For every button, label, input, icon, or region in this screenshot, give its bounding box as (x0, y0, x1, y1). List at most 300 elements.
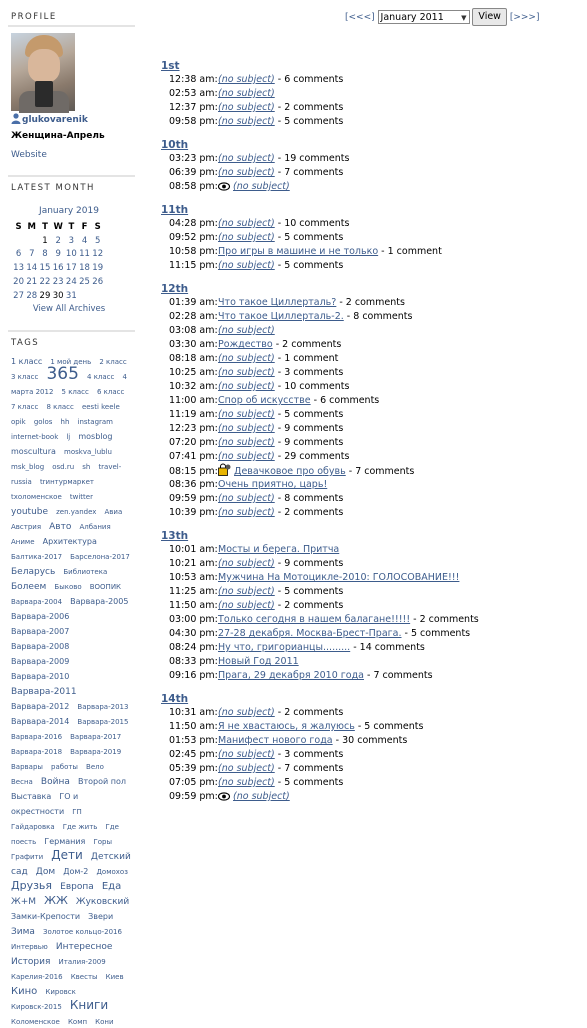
entry-title-link[interactable]: (no subject) (218, 218, 275, 229)
entry-row (161, 259, 581, 273)
tag-link[interactable]: Беларусь (11, 567, 56, 577)
day-heading[interactable]: 13th (161, 530, 189, 542)
tag-link[interactable]: Варвара-2006 (11, 612, 70, 621)
entry-comments[interactable]: - 3 comments (274, 749, 344, 760)
tag-link[interactable]: Германия (44, 837, 86, 846)
entry-row (161, 599, 581, 613)
entry-row (161, 627, 581, 641)
entry-title-link[interactable]: (no subject) (218, 325, 275, 336)
entry-comments[interactable]: - 6 comments (310, 395, 380, 406)
entry-title-link[interactable]: (no subject) (218, 507, 275, 518)
entry-comments[interactable]: - 10 comments (274, 218, 350, 229)
entry-comments[interactable]: - 6 comments (274, 74, 344, 85)
entry-row (161, 366, 581, 380)
entry-comments[interactable]: - 7 comments (274, 167, 344, 178)
tag-link[interactable]: Интервью (11, 943, 48, 951)
entry-row (161, 762, 581, 776)
entry-title-link[interactable]: (no subject) (218, 586, 275, 597)
tag-link[interactable]: Дом (35, 867, 56, 877)
entry-row (161, 464, 581, 478)
entry-row (161, 669, 581, 683)
entry-title-link[interactable]: Манифест нового года (218, 735, 333, 746)
calendar-day[interactable]: 23 (52, 277, 64, 288)
tag-link[interactable]: Друзья (11, 879, 53, 892)
entry-row (161, 478, 581, 492)
tag-link[interactable]: Варвара-2005 (70, 597, 129, 606)
tag-link[interactable]: Кино (11, 986, 38, 997)
tag-link[interactable]: lj (66, 433, 71, 441)
tag-link[interactable]: 8 класс (46, 403, 74, 411)
entry-comments[interactable]: - 29 comments (274, 451, 350, 462)
tag-link[interactable]: Варвары (11, 763, 43, 771)
calendar-day[interactable]: 19 (92, 263, 104, 274)
tag-link[interactable]: Война (40, 777, 70, 787)
tag-link[interactable]: Вело (86, 763, 104, 771)
tag-link[interactable]: Еда (101, 881, 122, 892)
tag-link[interactable]: Аниме (11, 538, 35, 546)
tag-link[interactable]: История (11, 957, 51, 967)
entry-title-link[interactable]: (no subject) (218, 777, 275, 788)
tag-link[interactable]: Весна (11, 778, 33, 786)
entries-list (161, 59, 581, 804)
username-row (11, 113, 88, 125)
tag-link[interactable]: internet-book (11, 433, 59, 441)
tag-link[interactable]: Жуковский (75, 897, 130, 907)
calendar-day[interactable]: 16 (52, 263, 64, 274)
calendar-day[interactable]: 15 (39, 263, 51, 274)
entry-comments[interactable]: - 5 comments (274, 260, 344, 271)
calendar-day[interactable]: 3 (68, 235, 75, 246)
prev-month-link[interactable]: [<<<] (345, 12, 375, 23)
tag-link[interactable]: mosblog (78, 432, 113, 441)
entry-title-link[interactable]: (no subject) (218, 437, 275, 448)
entry-time: 10:58 pm: (169, 246, 218, 257)
entry-row (161, 324, 581, 338)
entry-title-link[interactable]: (no subject) (218, 749, 275, 760)
calendar-day[interactable]: 31 (65, 290, 77, 301)
tag-link[interactable]: Варвара-2008 (11, 642, 70, 651)
calendar-day[interactable]: 8 (42, 249, 48, 260)
tag-link[interactable]: Гайдаровка (11, 823, 55, 831)
tag-link[interactable]: Варвара-2015 (77, 718, 129, 726)
tag-link[interactable]: Детский сад (11, 852, 131, 877)
entry-title-link[interactable]: Мосты и берега. Притча (218, 544, 340, 555)
tag-link[interactable]: twitter (69, 493, 93, 501)
calendar-day[interactable]: 11 (79, 249, 90, 260)
tag-link[interactable]: Выставка (11, 792, 52, 801)
entry-comments[interactable]: - 9 comments (274, 437, 344, 448)
tag-link[interactable]: Второй пол (77, 777, 126, 786)
tag-link[interactable]: Ж+М (11, 897, 37, 907)
tag-link[interactable]: Архитектура (42, 537, 97, 546)
entry-comments[interactable]: - 7 comments (363, 670, 433, 681)
day-heading[interactable]: 1st (161, 60, 180, 72)
entry-time: 03:08 am: (169, 325, 218, 336)
calendar-day[interactable]: 28 (26, 290, 38, 301)
entry-row (161, 436, 581, 450)
entry-time: 08:58 pm: (169, 181, 218, 192)
tag-link[interactable]: Кони (95, 1018, 114, 1026)
calendar-day[interactable]: 25 (79, 277, 90, 288)
entry-title-link[interactable]: (no subject) (218, 367, 275, 378)
entry-title-link[interactable]: Про игры в машине и не только (218, 246, 379, 257)
entry-title-link[interactable]: (no subject) (218, 451, 275, 462)
calendar-day[interactable]: 21 (26, 277, 38, 288)
entry-time: 09:58 pm: (169, 116, 218, 127)
calendar-weekday: S (94, 221, 101, 232)
entry-title-link[interactable]: Мужчина На Мотоцикле-2010: ГОЛОСОВАНИЕ!!! (218, 572, 460, 583)
tag-link[interactable]: tхоломенское (11, 493, 62, 501)
tag-link[interactable]: 4 класс (87, 373, 115, 381)
entry-time: 11:19 am: (169, 409, 218, 420)
entry-comments[interactable]: - 8 comments (274, 493, 344, 504)
entry-row (161, 706, 581, 720)
entry-row (161, 543, 581, 557)
calendar-weekday: F (81, 221, 88, 232)
entry-time: 04:28 pm: (169, 218, 218, 229)
tag-link[interactable]: msk_blog (11, 463, 45, 471)
calendar-empty-cell (91, 289, 104, 303)
latest-divider (8, 175, 135, 177)
calendar-day[interactable]: 2 (55, 235, 61, 246)
tag-link[interactable]: Дом-2 (63, 867, 89, 876)
tag-link[interactable]: Дети (51, 848, 83, 862)
entry-title-link[interactable]: (no subject) (218, 381, 275, 392)
avatar[interactable] (11, 33, 75, 111)
calendar-day[interactable]: 4 (81, 235, 88, 246)
entry-comments[interactable]: - 2 comments (410, 614, 479, 625)
tag-link[interactable]: 3 класс (11, 373, 39, 381)
calendar-day[interactable]: 14 (26, 263, 38, 274)
entry-row (161, 180, 581, 194)
entry-time: 09:59 pm: (169, 493, 218, 504)
entry-row (161, 506, 581, 520)
tag-link[interactable]: Быково (54, 583, 82, 591)
entry-comments[interactable]: - 8 comments (343, 311, 413, 322)
tag-link[interactable]: 5 класс (61, 388, 89, 396)
entry-comments[interactable]: - 2 comments (274, 600, 344, 611)
entry-title-link[interactable]: (no subject) (218, 102, 275, 113)
calendar-day[interactable]: 7 (29, 249, 35, 260)
tag-link[interactable]: youtube (11, 507, 49, 517)
entry-row (161, 352, 581, 366)
entry-comments[interactable]: - 2 comments (336, 297, 405, 308)
tag-link[interactable]: Варвара-2014 (11, 717, 70, 726)
tag-link[interactable]: Европа (60, 882, 94, 892)
entry-row (161, 641, 581, 655)
entry-title-link[interactable]: (no subject) (218, 167, 275, 178)
tag-link[interactable]: golos (33, 418, 53, 426)
entry-title-link[interactable]: Рождество (218, 339, 273, 350)
entry-comments[interactable]: - 5 comments (274, 116, 344, 127)
tag-link[interactable]: Где жить (62, 823, 98, 831)
entry-title-link[interactable]: Девачковое про обувь (234, 466, 346, 477)
entry-comments[interactable]: - 3 comments (274, 367, 344, 378)
calendar-day[interactable]: 26 (92, 277, 104, 288)
entry-time: 02:28 am: (169, 311, 218, 322)
entry-comments[interactable]: - 5 comments (354, 721, 424, 732)
website-link[interactable]: Website (11, 150, 47, 160)
entry-title-link[interactable]: Я не хвастаюсь, я жалуюсь (218, 721, 355, 732)
tag-link[interactable]: Домохоз (96, 868, 128, 876)
tag-link[interactable]: 1 класс (11, 357, 43, 366)
tag-link[interactable]: Албания (79, 523, 111, 531)
next-month-link[interactable]: [>>>] (509, 12, 540, 23)
tag-link[interactable]: Варвара-2004 (11, 598, 63, 606)
entry-title-link[interactable]: (no subject) (218, 423, 275, 434)
entry-time: 10:31 am: (169, 707, 218, 718)
calendar-day[interactable]: 27 (13, 290, 24, 301)
tag-link[interactable]: Книги (69, 998, 109, 1012)
entry-row (161, 394, 581, 408)
tag-link[interactable]: Где поесть (11, 823, 119, 846)
entry-comments[interactable]: - 5 comments (274, 409, 344, 420)
tag-link[interactable]: 4 марта 2012 (11, 373, 127, 396)
day-heading[interactable]: 12th (161, 283, 189, 295)
entry-comments[interactable]: - 2 comments (274, 707, 344, 718)
tag-link[interactable]: Болеем (11, 582, 47, 592)
tag-link[interactable]: ГП (72, 808, 82, 816)
calendar-week (12, 248, 104, 262)
day-heading[interactable]: 14th (161, 693, 189, 705)
tag-link[interactable]: работы (51, 763, 78, 771)
entry-title-link[interactable]: (no subject) (233, 181, 290, 192)
tag-link[interactable]: Австрия (11, 523, 42, 531)
tag-link[interactable]: Кировск-2015 (11, 1003, 62, 1011)
entry-comments[interactable]: - 30 comments (332, 735, 408, 746)
entry-title-link[interactable]: (no subject) (218, 74, 275, 85)
tag-link[interactable]: Кировск (45, 988, 76, 996)
entry-title-link[interactable]: (no subject) (218, 600, 275, 611)
entry-row (161, 245, 581, 259)
entry-comments[interactable]: - 5 comments (401, 628, 471, 639)
entry-title-link[interactable]: Спор об искусстве (218, 395, 311, 406)
tag-link[interactable]: Коломенское (11, 1018, 60, 1026)
entry-title-link[interactable]: (no subject) (233, 791, 290, 802)
tag-link[interactable]: Комп (67, 1018, 88, 1026)
entry-time: 12:23 pm: (169, 423, 218, 434)
entry-comments[interactable]: - 9 comments (274, 558, 344, 569)
tag-link[interactable]: Италия-2009 (58, 958, 106, 966)
eye-icon (218, 792, 230, 806)
entry-row (161, 166, 581, 180)
username-link[interactable]: glukovarenik (22, 115, 88, 125)
entry-title-link[interactable]: Что такое Циллерталь-2. (218, 311, 344, 322)
calendar-day[interactable]: 12 (92, 249, 104, 260)
tag-link[interactable]: ВООПИК (89, 583, 122, 591)
tag-link[interactable]: Варвара-2017 (70, 733, 122, 741)
entry-comments[interactable]: - 2 comments (272, 339, 342, 350)
tag-link[interactable]: Варвара-2018 (11, 748, 63, 756)
latest-month-heading: LATEST MONTH (11, 183, 95, 193)
entry-title-link[interactable]: (no subject) (218, 116, 275, 127)
entry-comments[interactable]: - 5 comments (274, 777, 344, 788)
entry-title-link[interactable]: (no subject) (218, 409, 275, 420)
tag-link[interactable]: osd.ru (52, 463, 75, 471)
entry-comments[interactable]: - 9 comments (274, 423, 344, 434)
entry-title-link[interactable]: (no subject) (218, 763, 275, 774)
calendar-day[interactable]: 9 (55, 249, 61, 260)
entry-title-link[interactable]: (no subject) (218, 353, 275, 364)
tag-link[interactable]: Варвара-2010 (11, 672, 70, 681)
tag-link[interactable]: Библиотека (63, 568, 108, 576)
entry-comments[interactable]: - 19 comments (274, 153, 350, 164)
tag-link[interactable]: 1 мой день (50, 358, 92, 366)
tag-link[interactable]: sh (82, 463, 91, 471)
tag-link[interactable]: Зима (11, 927, 35, 937)
entry-time: 08:15 pm: (169, 466, 218, 477)
entry-title-link[interactable]: Новый Год 2011 (218, 656, 299, 667)
chevron-down-icon: ▼ (461, 14, 467, 22)
calendar-day[interactable]: 10 (65, 249, 77, 260)
entry-row (161, 655, 581, 669)
entry-comments[interactable]: - 5 comments (274, 586, 344, 597)
calendar-day: 29 (39, 290, 51, 301)
calendar-weekday: W (53, 221, 63, 232)
calendar-day[interactable]: 22 (39, 277, 51, 288)
tag-link[interactable]: Варвара-2007 (11, 627, 70, 636)
entry-title-link[interactable]: Ну что, григорианцы......... (218, 642, 351, 653)
tag-link[interactable]: moscultura (11, 447, 56, 456)
entry-row (161, 422, 581, 436)
entry-time: 07:05 pm: (169, 777, 218, 788)
tag-link[interactable]: Авиа (104, 508, 123, 516)
tag-link[interactable]: Авто (49, 522, 72, 532)
tag-link[interactable]: trинтурмаркет (39, 478, 94, 486)
entry-comments[interactable]: - 5 comments (274, 232, 344, 243)
entry-title-link[interactable]: Очень приятно, царь! (218, 479, 328, 490)
tag-link[interactable]: Горы (93, 838, 112, 846)
tag-link[interactable]: ЖЖ (44, 894, 68, 907)
tag-link[interactable]: Варвара-2011 (11, 687, 77, 697)
month-select[interactable] (378, 10, 470, 24)
entry-title-link[interactable]: (no subject) (218, 493, 275, 504)
tag-link[interactable]: Варвара-2009 (11, 657, 70, 666)
calendar-weekday: T (68, 221, 75, 232)
entry-time: 02:45 pm: (169, 749, 218, 760)
calendar-day[interactable]: 24 (65, 277, 77, 288)
calendar-day[interactable]: 5 (95, 235, 101, 246)
entry-row (161, 296, 581, 310)
entry-row (161, 557, 581, 571)
entry-title-link[interactable]: (no subject) (218, 88, 275, 99)
entry-row (161, 613, 581, 627)
entry-row (161, 87, 581, 101)
profile-heading: PROFILE (11, 12, 57, 22)
entry-row (161, 380, 581, 394)
view-all-archives-link[interactable]: View All Archives (32, 304, 106, 314)
tags-heading: TAGS (11, 338, 40, 348)
entry-time: 03:23 pm: (169, 153, 218, 164)
tag-link[interactable]: Золотое кольцо-2016 (43, 928, 122, 936)
tag-link[interactable]: instagram (77, 418, 113, 426)
entry-comments[interactable]: - 7 comments (274, 763, 344, 774)
entry-row (161, 720, 581, 734)
calendar-day[interactable]: 17 (65, 263, 77, 274)
calendar-month-title[interactable]: January 2019 (39, 206, 99, 216)
tag-link[interactable]: Графити (11, 853, 44, 861)
entry-row (161, 492, 581, 506)
entry-title-link[interactable]: 27-28 декабря. Москва-Брест-Прага. (218, 628, 402, 639)
tag-link[interactable]: Варвара-2013 (77, 703, 129, 711)
tag-link[interactable]: 7 класс (11, 403, 39, 411)
tag-link[interactable]: Интересное (55, 942, 113, 952)
tag-link[interactable]: Карелия-2016 (11, 973, 63, 981)
calendar-day[interactable]: 18 (79, 263, 90, 274)
entry-comments[interactable]: - 2 comments (274, 507, 344, 518)
entry-row (161, 408, 581, 422)
entry-title-link[interactable]: Прага, 29 декабря 2010 года (218, 670, 364, 681)
tag-link[interactable]: hh (60, 418, 70, 426)
calendar-day[interactable]: 13 (13, 263, 24, 274)
entry-time: 09:52 pm: (169, 232, 218, 243)
entry-comments[interactable]: - 1 comment (378, 246, 442, 257)
entry-comments[interactable]: - 7 comments (345, 466, 415, 477)
entry-comments[interactable]: - 14 comments (350, 642, 425, 653)
entry-row (161, 231, 581, 245)
entry-title-link[interactable]: (no subject) (218, 232, 275, 243)
entry-time: 11:50 am: (169, 600, 218, 611)
entry-title-link[interactable]: Что такое Циллерталь? (218, 297, 337, 308)
tag-link[interactable]: eesti keele opik (11, 403, 120, 426)
tag-link[interactable]: Варвара-2012 (11, 702, 70, 711)
entry-time: 06:39 pm: (169, 167, 218, 178)
entry-title-link[interactable]: (no subject) (218, 153, 275, 164)
entry-comments[interactable]: - 1 comment (274, 353, 339, 364)
tag-link[interactable]: Замки-Крепости (11, 912, 81, 921)
tag-link[interactable]: Квесты (70, 973, 98, 981)
tag-link[interactable]: Варвара-2019 (70, 748, 122, 756)
tag-link[interactable]: ГО и окрестности (11, 792, 79, 816)
tag-link[interactable]: zen.yandex (56, 508, 97, 516)
entry-time: 10:39 pm: (169, 507, 218, 518)
tag-link[interactable]: Варвара-2016 (11, 733, 63, 741)
day-heading[interactable]: 10th (161, 139, 189, 151)
entry-title-link[interactable]: Только сегодня в нашем балагане!!!!! (218, 614, 411, 625)
tag-link[interactable]: 365 (46, 364, 79, 384)
entry-title-link[interactable]: (no subject) (218, 558, 275, 569)
tag-cloud (11, 353, 133, 1028)
entry-title-link[interactable]: (no subject) (218, 707, 275, 718)
calendar-day[interactable]: 20 (13, 277, 24, 288)
entry-time: 08:36 pm: (169, 479, 218, 490)
tag-link[interactable]: moskva_lublu (64, 448, 112, 456)
entry-time: 12:38 am: (169, 74, 218, 85)
entry-comments[interactable]: - 2 comments (274, 102, 344, 113)
calendar-weekday: S (15, 221, 22, 232)
entry-row (161, 152, 581, 166)
calendar-empty-cell (25, 234, 38, 248)
tag-link[interactable]: Звери (88, 912, 114, 921)
calendar-day[interactable]: 6 (15, 249, 22, 260)
tag-link[interactable]: Киев (105, 973, 124, 981)
tag-link[interactable]: 6 класс (96, 388, 125, 396)
entry-time: 02:53 am: (169, 88, 218, 99)
tag-link[interactable]: travel-russia (11, 463, 122, 486)
tag-link[interactable]: Балтика-2017 (11, 553, 63, 561)
tag-link[interactable]: 2 класс (99, 358, 127, 366)
user-icon[interactable] (11, 113, 21, 124)
entry-row (161, 450, 581, 464)
entry-title-link[interactable]: (no subject) (218, 260, 275, 271)
entry-row (161, 101, 581, 115)
calendar-week (12, 234, 104, 248)
day-heading[interactable]: 11th (161, 204, 189, 216)
entry-time: 08:18 am: (169, 353, 218, 364)
tag-link[interactable]: Барселона-2017 (70, 553, 130, 561)
entry-comments[interactable]: - 10 comments (274, 381, 350, 392)
view-button[interactable]: View (472, 8, 507, 26)
